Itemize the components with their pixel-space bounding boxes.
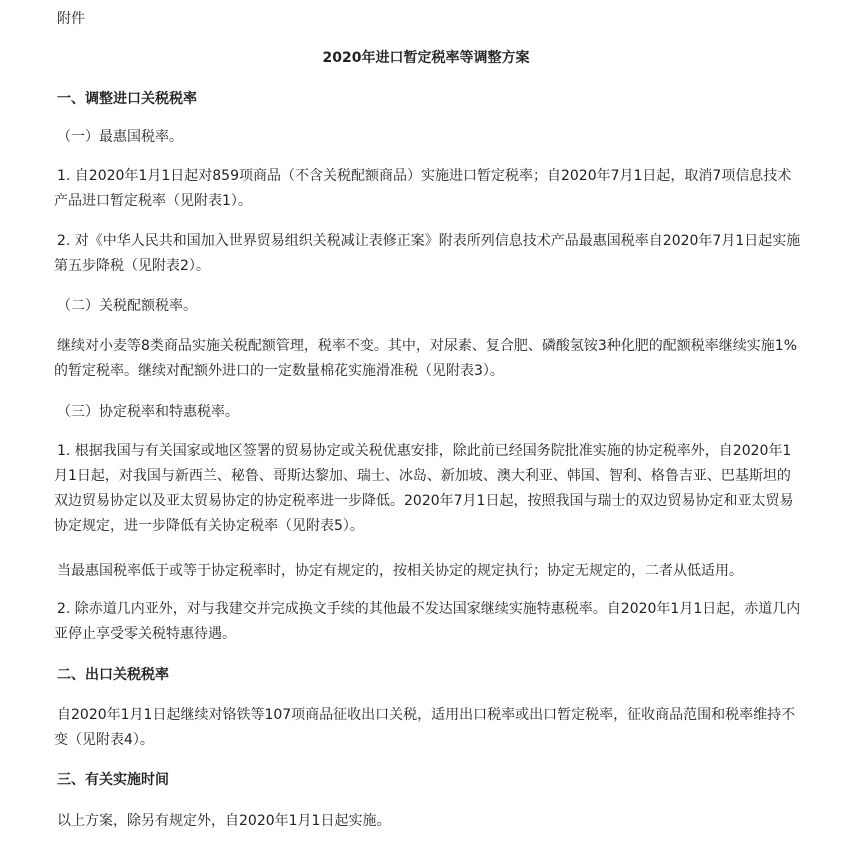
- subsection-3-heading: （三）协定税率和特惠税率。: [57, 404, 239, 420]
- paragraph-agreement-item-2: 2. 除赤道几内亚外，对与我建交并完成换文手续的其他最不发达国家继续实施特惠税率。自2020年1月1日起，赤道几内亚停止享受零关税特惠待遇。: [54, 601, 801, 642]
- paragraph-export-rates: 自2020年1月1日起继续对铬铁等107项商品征收出口关税，适用出口税率或出口暂定税率，征收商品范围和税率维持不变（见附表4）。: [54, 707, 796, 748]
- section-3-heading: 三、有关实施时间: [57, 772, 169, 788]
- subsection-2-heading: （二）关税配额税率。: [57, 298, 197, 314]
- paragraph-agreement-note: 当最惠国税率低于或等于协定税率时，协定有规定的，按相关协定的规定执行；协定无规定的，二者从低适用。: [57, 563, 743, 579]
- paragraph-agreement-item-1: 1. 根据我国与有关国家或地区签署的贸易协定或关税优惠安排，除此前已经国务院批准实施的协定税率外，自2020年1月1日起，对我国与新西兰、秘鲁、哥斯达黎加、瑞士、冰岛、新加坡、澳大利亚、韩国、智利、格鲁吉亚、巴基斯坦的双边贸易协定以及亚太贸易协定的协定税率进一步降低。2020年7月1日起，按照我国与瑞士的双边贸易协定和亚太贸易协定规定，进一步降低有关协定税率（见附表5）。: [54, 443, 794, 534]
- section-2-heading: 二、出口关税税率: [57, 667, 169, 683]
- paragraph-mfn-item-2: 2. 对《中华人民共和国加入世界贸易组织关税减让表修正案》附表所列信息技术产品最惠国税率自2020年7月1日起实施第五步降税（见附表2）。: [54, 233, 801, 274]
- document-title: 2020年进口暂定税率等调整方案: [322, 50, 530, 66]
- paragraph-implementation-time: 以上方案，除另有规定外，自2020年1月1日起实施。: [57, 813, 391, 829]
- attachment-label: 附件: [57, 11, 85, 27]
- paragraph-quota-rates: 继续对小麦等8类商品实施关税配额管理，税率不变。其中，对尿素、复合肥、磷酸氢铵3种化肥的配额税率继续实施1%的暂定税率。继续对配额外进口的一定数量棉花实施滑准税（见附表3）。: [54, 338, 798, 379]
- paragraph-mfn-item-1: 1. 自2020年1月1日起对859项商品（不含关税配额商品）实施进口暂定税率；自2020年7月1日起，取消7项信息技术产品进口暂定税率（见附表1）。: [54, 168, 792, 209]
- subsection-1-heading: （一）最惠国税率。: [57, 129, 183, 145]
- section-1-heading: 一、调整进口关税税率: [57, 91, 197, 107]
